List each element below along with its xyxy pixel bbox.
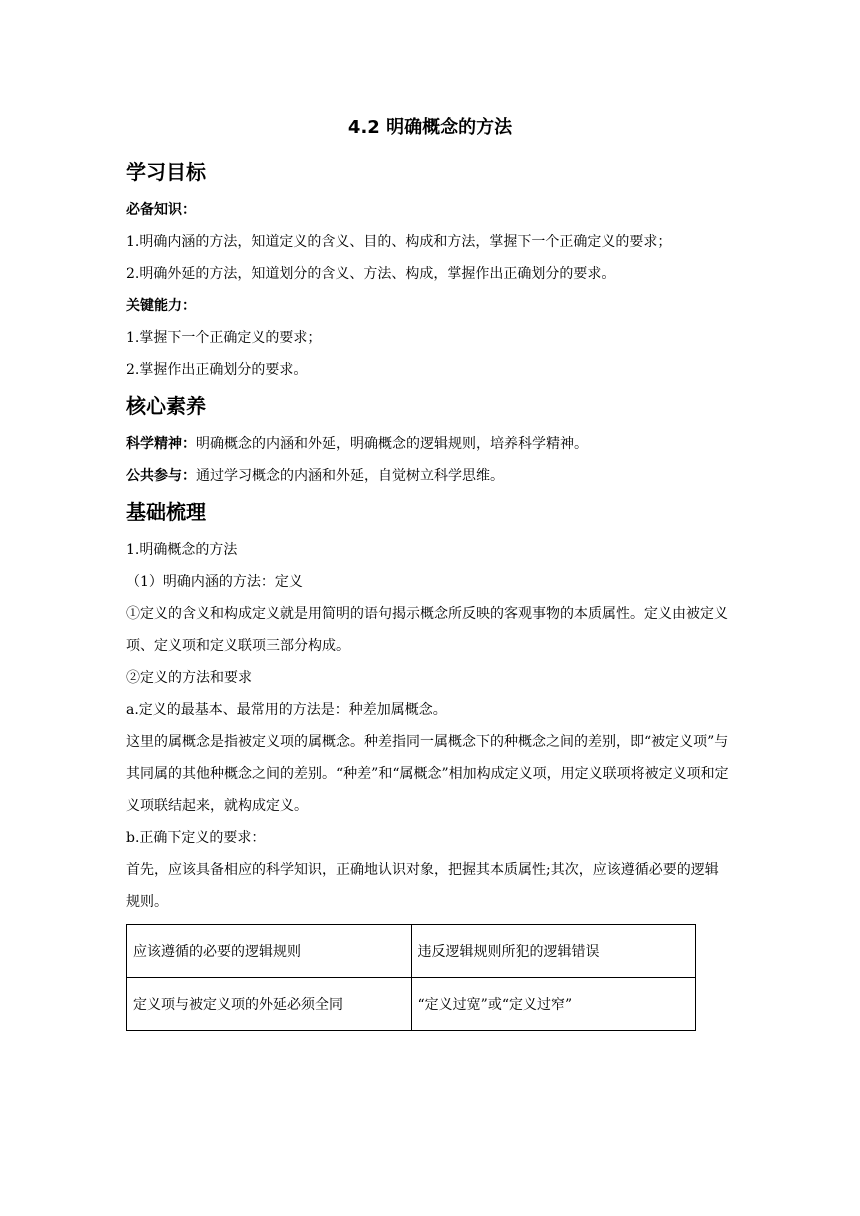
basics-paragraph: （1）明确内涵的方法：定义 <box>126 574 303 590</box>
ability-item: 1.掌握下一个正确定义的要求； <box>126 330 322 346</box>
section-heading-literacy: 核心素养 <box>126 394 206 418</box>
literacy-label: 科学精神： <box>126 436 196 452</box>
section-heading-goals: 学习目标 <box>126 160 206 184</box>
table-cell: “定义过宽”或“定义过窄” <box>411 978 696 1031</box>
ability-item: 2.掌握作出正确划分的要求。 <box>126 362 308 378</box>
knowledge-label: 必备知识： <box>126 202 196 218</box>
basics-paragraph: ①定义的含义和构成定义就是用简明的语句揭示概念所反映的客观事物的本质属性。定义由被定义项、定义项和定义联项三部分构成。 <box>126 606 728 654</box>
table-header-cell: 违反逻辑规则所犯的逻辑错误 <box>411 925 696 978</box>
literacy-text: 明确概念的内涵和外延，明确概念的逻辑规则，培养科学精神。 <box>196 436 588 452</box>
ability-label: 关键能力： <box>126 298 196 314</box>
knowledge-item: 1.明确内涵的方法，知道定义的含义、目的、构成和方法，掌握下一个正确定义的要求； <box>126 234 672 250</box>
literacy-item <box>126 460 732 492</box>
basics-paragraph: ②定义的方法和要求 <box>126 670 252 686</box>
basics-paragraph: 1.明确概念的方法 <box>126 542 238 558</box>
document-body <box>126 158 732 1031</box>
table-header-row <box>127 925 696 978</box>
knowledge-item: 2.明确外延的方法，知道划分的含义、方法、构成，掌握作出正确划分的要求。 <box>126 266 616 282</box>
page-title: 4.2 明确概念的方法 <box>347 117 513 138</box>
logic-rules-table <box>126 924 696 1031</box>
literacy-text: 通过学习概念的内涵和外延，自觉树立科学思维。 <box>196 468 504 484</box>
literacy-item <box>126 428 732 460</box>
section-heading-basics: 基础梳理 <box>126 500 206 524</box>
basics-paragraph: 首先，应该具备相应的科学知识，正确地认识对象，把握其本质属性;其次，应该遵循必要的逻辑规则。 <box>126 862 719 910</box>
literacy-label: 公共参与： <box>126 468 196 484</box>
table-header-cell: 应该遵循的必要的逻辑规则 <box>127 925 412 978</box>
basics-paragraph: 这里的属概念是指被定义项的属概念。种差指同一属概念下的种概念之间的差别，即“被定义项”与其同属的其他种概念之间的差别。“种差”和“属概念”相加构成定义项，用定义联项将被定义项和定义项联结起来，就构成定义。 <box>126 734 729 814</box>
table-row <box>127 978 696 1031</box>
basics-paragraph: b.正确下定义的要求： <box>126 830 266 846</box>
table-cell: 定义项与被定义项的外延必须全同 <box>127 978 412 1031</box>
basics-paragraph: a.定义的最基本、最常用的方法是：种差加属概念。 <box>126 702 447 718</box>
